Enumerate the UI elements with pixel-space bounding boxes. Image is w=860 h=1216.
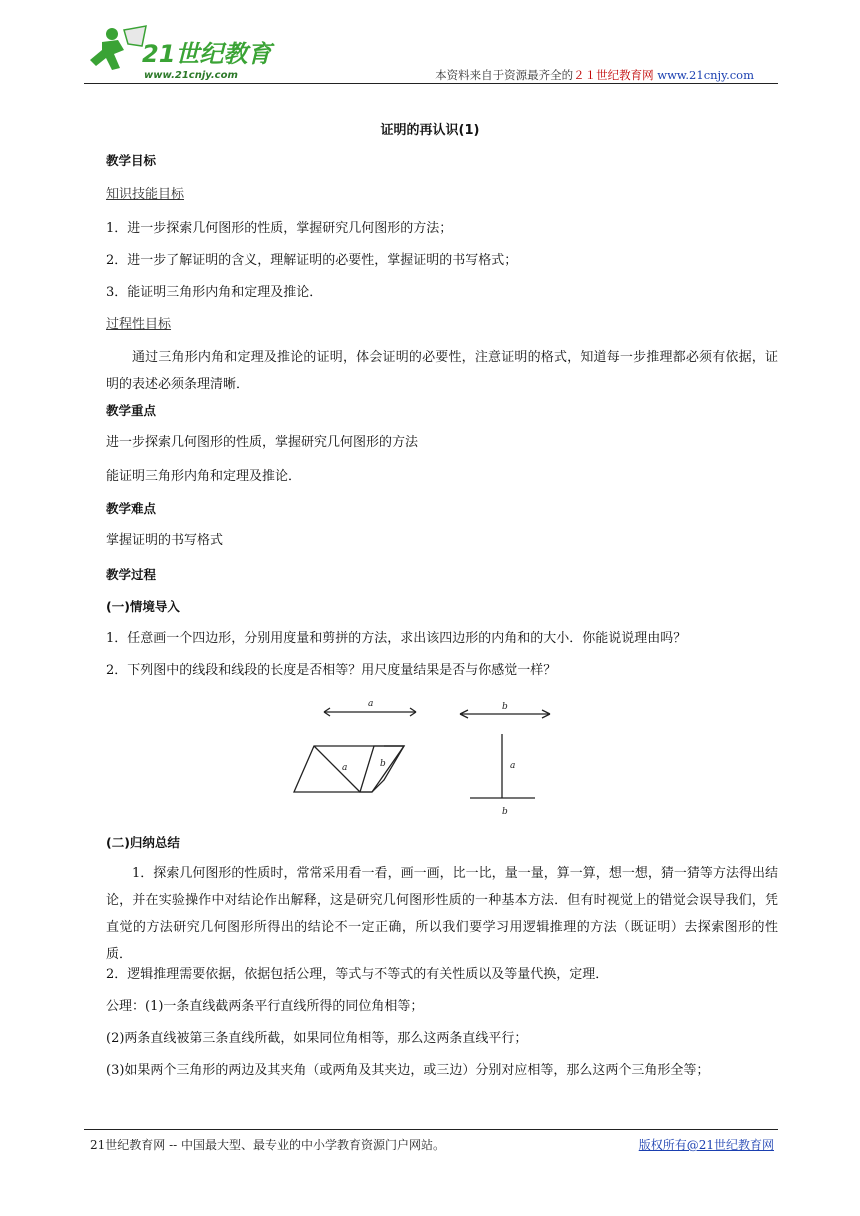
diagonal-a — [314, 746, 360, 792]
subheading-knowledge-goals: 知识技能目标 — [106, 187, 185, 202]
footer-tagline: 21世纪教育网 -- 中国最大型、最专业的中小学教育资源门户网站。 — [90, 1138, 446, 1152]
section-1-question-2: 2．下列图中的线段和线段的长度是否相等？用尺度量结果是否与你感觉一样？ — [106, 663, 557, 678]
logo-text: 21世纪教育 — [142, 40, 272, 68]
section-1-question-1: 1．任意画一个四边形，分别用度量和剪拼的方法，求出该四边形的内角和的大小．你能说说理由吗？ — [106, 631, 687, 646]
header-source-note — [435, 67, 754, 83]
heading-teaching-goals: 教学目标 — [106, 153, 157, 168]
label-a-vertical: a — [510, 761, 516, 771]
label-a-diagonal: a — [342, 763, 348, 773]
label-b-segment: b — [502, 702, 508, 712]
header-note-prefix: 本资料来自于资源最齐全的 — [435, 68, 574, 82]
header-note-url[interactable]: www.21cnjy.com — [657, 68, 754, 82]
logo-runner-icon — [90, 40, 124, 70]
axiom-3: (3)如果两个三角形的两边及其夹角（或两角及其夹边，或三边）分别对应相等，那么这两个三角形全等； — [106, 1063, 710, 1078]
large-parallelogram — [294, 746, 404, 792]
knowledge-item-2: 2．进一步了解证明的含义，理解证明的必要性，掌握证明的书写格式； — [106, 253, 518, 268]
heading-key-points: 教学重点 — [106, 403, 157, 418]
label-b-diagonal: b — [380, 759, 386, 769]
site-logo — [84, 20, 284, 86]
section-1-title: (一)情境导入 — [106, 599, 180, 614]
axiom-1: 公理：(1)一条直线截两条平行直线所得的同位角相等； — [106, 999, 424, 1014]
footer-copyright-link[interactable]: 版权所有@21世纪教育网 — [638, 1138, 774, 1152]
key-point-1: 进一步探索几何图形的性质，掌握研究几何图形的方法 — [106, 435, 419, 450]
logo-url: www.21cnjy.com — [144, 70, 238, 81]
subheading-process-goals: 过程性目标 — [106, 317, 172, 332]
heading-teaching-process: 教学过程 — [106, 567, 157, 582]
section-2-paragraph-2: 2．逻辑推理需要依据，依据包括公理，等式与不等式的有关性质以及等量代换，定理． — [106, 967, 609, 982]
key-point-2: 能证明三角形内角和定理及推论． — [106, 469, 302, 484]
difficulty-1: 掌握证明的书写格式 — [106, 533, 224, 548]
knowledge-item-3: 3．能证明三角形内角和定理及推论． — [106, 285, 323, 300]
logo-runner-head — [106, 28, 118, 40]
heading-difficulties: 教学难点 — [106, 501, 157, 516]
header-note-site[interactable]: ２１世纪教育网 — [573, 68, 654, 82]
document-title: 证明的再认识(1) — [380, 123, 480, 138]
section-2-paragraph-1: 1．探索几何图形的性质时，常常采用看一看，画一画，比一比，量一量，算一算，想一想，猜一猜等方法得出结论，并在实验操作中对结论作出解释，这是研究几何图形性质的一种基本方法．但有时视觉上的错觉会误导我们，凭直觉的方法研究几何图形所得出的结论不一定正确，所以我们要学习用逻辑推理的方法（既证明）去探索图形的性质． — [106, 866, 778, 962]
footer-divider — [84, 1129, 778, 1130]
illusion-figure — [290, 698, 560, 820]
header-divider — [84, 83, 778, 84]
label-b-base: b — [502, 807, 508, 817]
axiom-2: (2)两条直线被第三条直线所截，如果同位角相等，那么这两条直线平行； — [106, 1031, 528, 1046]
small-parallelogram — [360, 746, 404, 792]
process-goals-text: 通过三角形内角和定理及推论的证明，体会证明的必要性，注意证明的格式，知道每一步推理都必须有依据，证明的表述必须条理清晰． — [106, 350, 778, 392]
knowledge-item-1: 1．进一步探索几何图形的性质，掌握研究几何图形的方法； — [106, 221, 453, 236]
section-2-title: (二)归纳总结 — [106, 835, 180, 850]
label-a-segment: a — [368, 699, 374, 709]
